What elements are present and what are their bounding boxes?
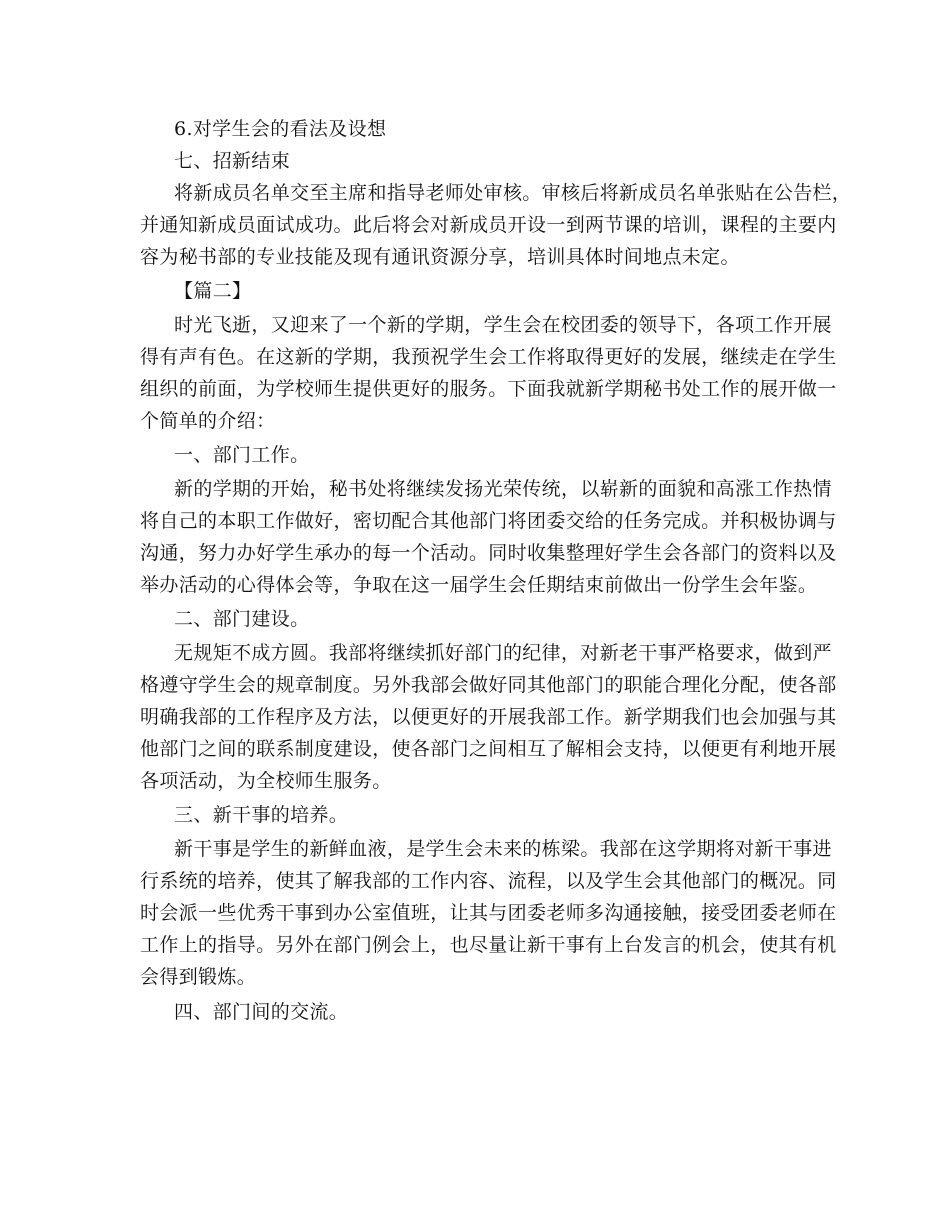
paragraph-line: 会得到锻炼。: [140, 966, 257, 988]
paragraph-line: 新的学期的开始，秘书处将继续发扬光荣传统，以崭新的面貌和高涨工作热情: [174, 478, 832, 500]
paragraph-line: 沟通，努力办好学生承办的每一个活动。同时收集整理好学生会各部门的资料以及: [140, 542, 837, 564]
paragraph-line: 各项活动，为全校师生服务。: [140, 770, 392, 792]
paragraph-line: 格遵守学生会的规章制度。另外我部会做好同其他部门的职能合理化分配，使各部: [140, 674, 837, 696]
paragraph-line: 时光飞逝，又迎来了一个新的学期，学生会在校团委的领导下，各项工作开展: [174, 314, 832, 336]
section-heading-3: 三、新干事的培养。: [174, 804, 349, 826]
section-heading-1: 一、部门工作。: [174, 444, 310, 466]
list-item-6: 6.对学生会的看法及设想: [174, 118, 387, 140]
paragraph-line: 无规矩不成方圆。我部将继续抓好部门的纪律，对新老干事严格要求，做到严: [174, 642, 832, 664]
paragraph-line: 时会派一些优秀干事到办公室值班，让其与团委老师多沟通接触，接受团委老师在: [140, 902, 837, 924]
paragraph-line: 工作上的指导。另外在部门例会上，也尽量让新干事有上台发言的机会，使其有机: [140, 934, 837, 956]
paragraph-line: 得有声有色。在这新的学期，我预祝学生会工作将取得更好的发展，继续走在学生: [140, 346, 837, 368]
paragraph-line: 行系统的培养，使其了解我部的工作内容、流程，以及学生会其他部门的概况。同: [140, 870, 837, 892]
section-heading-4: 四、部门间的交流。: [174, 1001, 349, 1023]
paragraph-line: 个简单的介绍：: [140, 410, 276, 432]
paragraph-line: 将新成员名单交至主席和指导老师处审核。审核后将新成员名单张贴在公告栏，: [174, 182, 852, 204]
part-heading: 【篇二】: [174, 280, 252, 302]
paragraph-line: 组织的前面，为学校师生提供更好的服务。下面我就新学期秘书处工作的展开做一: [140, 378, 837, 400]
paragraph-line: 举办活动的心得体会等，争取在这一届学生会任期结束前做出一份学生会年鉴。: [140, 574, 818, 596]
paragraph-line: 并通知新成员面试成功。此后将会对新成员开设一到两节课的培训，课程的主要内: [140, 214, 837, 236]
section-heading-7: 七、招新结束: [174, 150, 291, 172]
paragraph-line: 新干事是学生的新鲜血液，是学生会未来的栋梁。我部在这学期将对新干事进: [174, 838, 832, 860]
paragraph-line: 他部门之间的联系制度建设，使各部门之间相互了解相会支持，以便更有利地开展: [140, 738, 837, 760]
document-body: [140, 113, 852, 1028]
paragraph-line: 容为秘书部的专业技能及现有通讯资源分享，培训具体时间地点未定。: [140, 246, 740, 268]
paragraph-line: 将自己的本职工作做好，密切配合其他部门将团委交给的任务完成。并积极协调与: [140, 510, 837, 532]
paragraph-line: 明确我部的工作程序及方法，以便更好的开展我部工作。新学期我们也会加强与其: [140, 706, 837, 728]
section-heading-2: 二、部门建设。: [174, 608, 310, 630]
